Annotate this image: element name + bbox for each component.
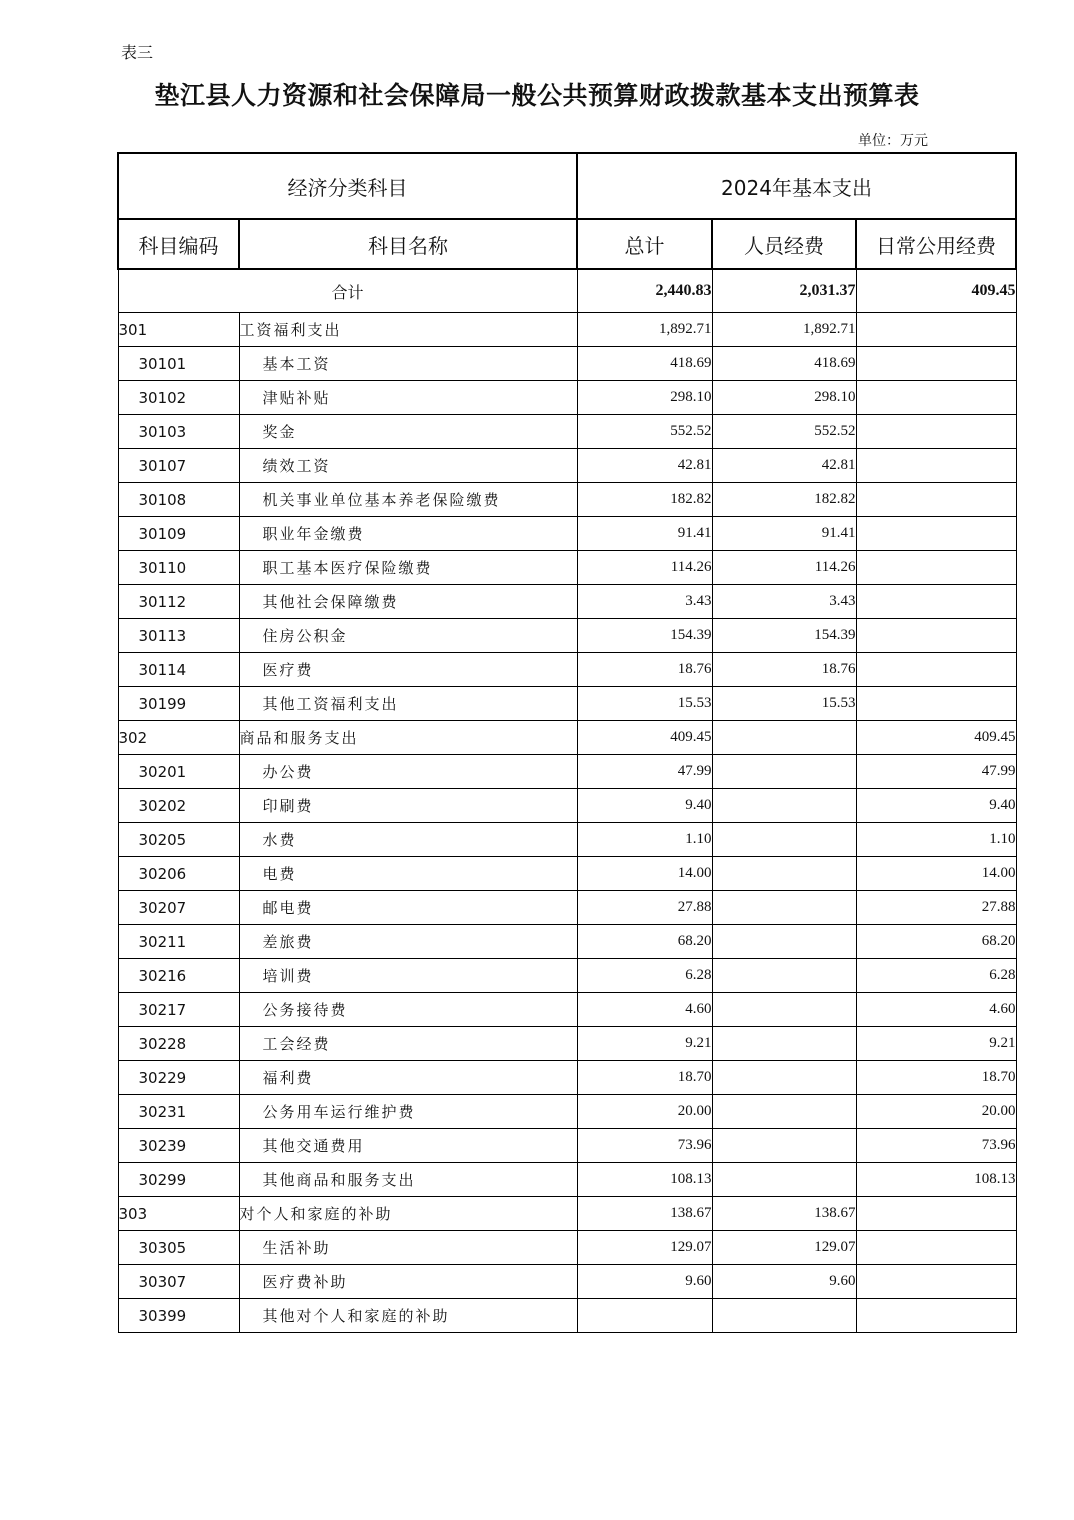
row-name: 其他社会保障缴费 [239, 585, 577, 619]
row-public [856, 415, 1016, 449]
table-row [118, 1231, 1016, 1265]
table-row [118, 449, 1016, 483]
row-public [856, 687, 1016, 721]
row-personnel: 114.26 [712, 551, 856, 585]
row-total: 9.21 [577, 1027, 712, 1061]
row-personnel: 91.41 [712, 517, 856, 551]
row-personnel [712, 1129, 856, 1163]
table-row [118, 347, 1016, 381]
row-code: 30107 [118, 449, 239, 483]
row-code: 302 [118, 721, 239, 755]
row-total: 418.69 [577, 347, 712, 381]
row-name: 商品和服务支出 [239, 721, 577, 755]
row-total: 73.96 [577, 1129, 712, 1163]
row-code: 30239 [118, 1129, 239, 1163]
row-total: 9.40 [577, 789, 712, 823]
page-title: 垫江县人力资源和社会保障局一般公共预算财政拨款基本支出预算表 [154, 81, 920, 110]
row-personnel: 298.10 [712, 381, 856, 415]
table-row [118, 857, 1016, 891]
header-2024-basic-expenditure: 2024年基本支出 [577, 153, 1016, 219]
row-name: 机关事业单位基本养老保险缴费 [239, 483, 577, 517]
row-personnel: 154.39 [712, 619, 856, 653]
row-public [856, 551, 1016, 585]
row-personnel: 182.82 [712, 483, 856, 517]
row-name: 住房公积金 [239, 619, 577, 653]
row-personnel [712, 1299, 856, 1333]
table-row [118, 721, 1016, 755]
row-code: 30217 [118, 993, 239, 1027]
row-personnel: 138.67 [712, 1197, 856, 1231]
row-name: 生活补助 [239, 1231, 577, 1265]
row-total: 409.45 [577, 721, 712, 755]
row-name: 其他交通费用 [239, 1129, 577, 1163]
row-public [856, 585, 1016, 619]
row-public [856, 347, 1016, 381]
row-total: 27.88 [577, 891, 712, 925]
row-total: 4.60 [577, 993, 712, 1027]
row-total: 154.39 [577, 619, 712, 653]
row-personnel: 1,892.71 [712, 313, 856, 347]
total-row [118, 269, 1016, 313]
row-public: 68.20 [856, 925, 1016, 959]
row-code: 30231 [118, 1095, 239, 1129]
row-public [856, 313, 1016, 347]
row-public [856, 483, 1016, 517]
row-public [856, 653, 1016, 687]
row-name: 其他对个人和家庭的补助 [239, 1299, 577, 1333]
row-name: 其他工资福利支出 [239, 687, 577, 721]
row-total: 42.81 [577, 449, 712, 483]
row-code: 30114 [118, 653, 239, 687]
row-code: 30112 [118, 585, 239, 619]
header-code: 科目编码 [118, 219, 239, 269]
row-total: 6.28 [577, 959, 712, 993]
row-personnel [712, 925, 856, 959]
row-name: 奖金 [239, 415, 577, 449]
table-row [118, 687, 1016, 721]
row-total: 9.60 [577, 1265, 712, 1299]
row-code: 30211 [118, 925, 239, 959]
table-row [118, 993, 1016, 1027]
row-personnel: 3.43 [712, 585, 856, 619]
row-total: 47.99 [577, 755, 712, 789]
row-public [856, 381, 1016, 415]
row-name: 电费 [239, 857, 577, 891]
total-public: 409.45 [856, 269, 1016, 313]
budget-table [117, 152, 1017, 1333]
row-total [577, 1299, 712, 1333]
row-total: 129.07 [577, 1231, 712, 1265]
row-name: 医疗费补助 [239, 1265, 577, 1299]
row-total: 114.26 [577, 551, 712, 585]
row-public: 20.00 [856, 1095, 1016, 1129]
row-code: 30108 [118, 483, 239, 517]
row-public: 9.21 [856, 1027, 1016, 1061]
table-row [118, 789, 1016, 823]
header-total: 总计 [577, 219, 712, 269]
row-total: 552.52 [577, 415, 712, 449]
row-public: 1.10 [856, 823, 1016, 857]
table-row [118, 585, 1016, 619]
row-public [856, 1197, 1016, 1231]
row-total: 15.53 [577, 687, 712, 721]
row-name: 职业年金缴费 [239, 517, 577, 551]
row-code: 30207 [118, 891, 239, 925]
header-economic-category: 经济分类科目 [118, 153, 577, 219]
row-code: 30216 [118, 959, 239, 993]
row-code: 30202 [118, 789, 239, 823]
row-personnel [712, 959, 856, 993]
row-code: 30228 [118, 1027, 239, 1061]
row-code: 30305 [118, 1231, 239, 1265]
row-code: 30109 [118, 517, 239, 551]
row-total: 18.76 [577, 653, 712, 687]
row-personnel: 129.07 [712, 1231, 856, 1265]
table-row [118, 925, 1016, 959]
row-total: 1,892.71 [577, 313, 712, 347]
row-total: 138.67 [577, 1197, 712, 1231]
table-row [118, 891, 1016, 925]
row-personnel: 18.76 [712, 653, 856, 687]
row-code: 30399 [118, 1299, 239, 1333]
row-public [856, 1299, 1016, 1333]
row-name: 邮电费 [239, 891, 577, 925]
row-personnel [712, 1095, 856, 1129]
row-public: 4.60 [856, 993, 1016, 1027]
table-row [118, 1061, 1016, 1095]
row-name: 福利费 [239, 1061, 577, 1095]
row-personnel [712, 755, 856, 789]
row-name: 工会经费 [239, 1027, 577, 1061]
table-row [118, 551, 1016, 585]
row-total: 20.00 [577, 1095, 712, 1129]
table-row [118, 653, 1016, 687]
row-personnel [712, 993, 856, 1027]
row-public [856, 449, 1016, 483]
row-public: 9.40 [856, 789, 1016, 823]
row-code: 303 [118, 1197, 239, 1231]
row-public [856, 1265, 1016, 1299]
row-personnel: 418.69 [712, 347, 856, 381]
row-code: 30101 [118, 347, 239, 381]
table-row [118, 381, 1016, 415]
row-name: 其他商品和服务支出 [239, 1163, 577, 1197]
row-name: 水费 [239, 823, 577, 857]
row-code: 30113 [118, 619, 239, 653]
row-code: 30299 [118, 1163, 239, 1197]
row-personnel [712, 823, 856, 857]
row-personnel [712, 857, 856, 891]
row-total: 91.41 [577, 517, 712, 551]
row-code: 30229 [118, 1061, 239, 1095]
row-public [856, 619, 1016, 653]
total-personnel: 2,031.37 [712, 269, 856, 313]
table-row [118, 313, 1016, 347]
row-total: 14.00 [577, 857, 712, 891]
row-total: 3.43 [577, 585, 712, 619]
table-row [118, 1197, 1016, 1231]
row-name: 公务接待费 [239, 993, 577, 1027]
row-name: 培训费 [239, 959, 577, 993]
row-code: 30102 [118, 381, 239, 415]
row-name: 差旅费 [239, 925, 577, 959]
row-total: 18.70 [577, 1061, 712, 1095]
row-name: 工资福利支出 [239, 313, 577, 347]
row-code: 30110 [118, 551, 239, 585]
table-row [118, 1299, 1016, 1333]
row-public: 73.96 [856, 1129, 1016, 1163]
row-personnel: 552.52 [712, 415, 856, 449]
table-row [118, 823, 1016, 857]
row-personnel [712, 1163, 856, 1197]
row-public: 108.13 [856, 1163, 1016, 1197]
row-total: 298.10 [577, 381, 712, 415]
row-code: 30201 [118, 755, 239, 789]
row-name: 办公费 [239, 755, 577, 789]
row-personnel [712, 1027, 856, 1061]
table-row [118, 1027, 1016, 1061]
header-public: 日常公用经费 [856, 219, 1016, 269]
row-public: 14.00 [856, 857, 1016, 891]
table-row [118, 755, 1016, 789]
row-code: 30307 [118, 1265, 239, 1299]
table-row [118, 1265, 1016, 1299]
row-public: 18.70 [856, 1061, 1016, 1095]
header-name: 科目名称 [239, 219, 577, 269]
unit-note: 单位：万元 [858, 133, 928, 149]
row-name: 绩效工资 [239, 449, 577, 483]
table-row [118, 1163, 1016, 1197]
table-label: 表三 [121, 43, 154, 62]
row-name: 印刷费 [239, 789, 577, 823]
table-row [118, 959, 1016, 993]
row-name: 公务用车运行维护费 [239, 1095, 577, 1129]
row-name: 医疗费 [239, 653, 577, 687]
row-code: 301 [118, 313, 239, 347]
table-row [118, 619, 1016, 653]
total-total: 2,440.83 [577, 269, 712, 313]
row-personnel [712, 1061, 856, 1095]
total-label: 合计 [118, 269, 577, 313]
table-row [118, 1129, 1016, 1163]
table-row [118, 483, 1016, 517]
row-personnel [712, 789, 856, 823]
row-name: 基本工资 [239, 347, 577, 381]
table-row [118, 415, 1016, 449]
row-personnel: 42.81 [712, 449, 856, 483]
table-row [118, 517, 1016, 551]
row-code: 30206 [118, 857, 239, 891]
row-public [856, 517, 1016, 551]
table-row [118, 1095, 1016, 1129]
row-total: 182.82 [577, 483, 712, 517]
row-name: 对个人和家庭的补助 [239, 1197, 577, 1231]
row-name: 职工基本医疗保险缴费 [239, 551, 577, 585]
row-public [856, 1231, 1016, 1265]
row-public: 409.45 [856, 721, 1016, 755]
row-total: 108.13 [577, 1163, 712, 1197]
row-personnel: 15.53 [712, 687, 856, 721]
header-row-columns [118, 219, 1016, 269]
row-personnel [712, 721, 856, 755]
row-personnel: 9.60 [712, 1265, 856, 1299]
row-total: 1.10 [577, 823, 712, 857]
row-code: 30103 [118, 415, 239, 449]
row-code: 30205 [118, 823, 239, 857]
row-personnel [712, 891, 856, 925]
row-public: 6.28 [856, 959, 1016, 993]
row-name: 津贴补贴 [239, 381, 577, 415]
row-public: 47.99 [856, 755, 1016, 789]
row-public: 27.88 [856, 891, 1016, 925]
row-total: 68.20 [577, 925, 712, 959]
header-row-group [118, 153, 1016, 219]
header-personnel: 人员经费 [712, 219, 856, 269]
row-code: 30199 [118, 687, 239, 721]
